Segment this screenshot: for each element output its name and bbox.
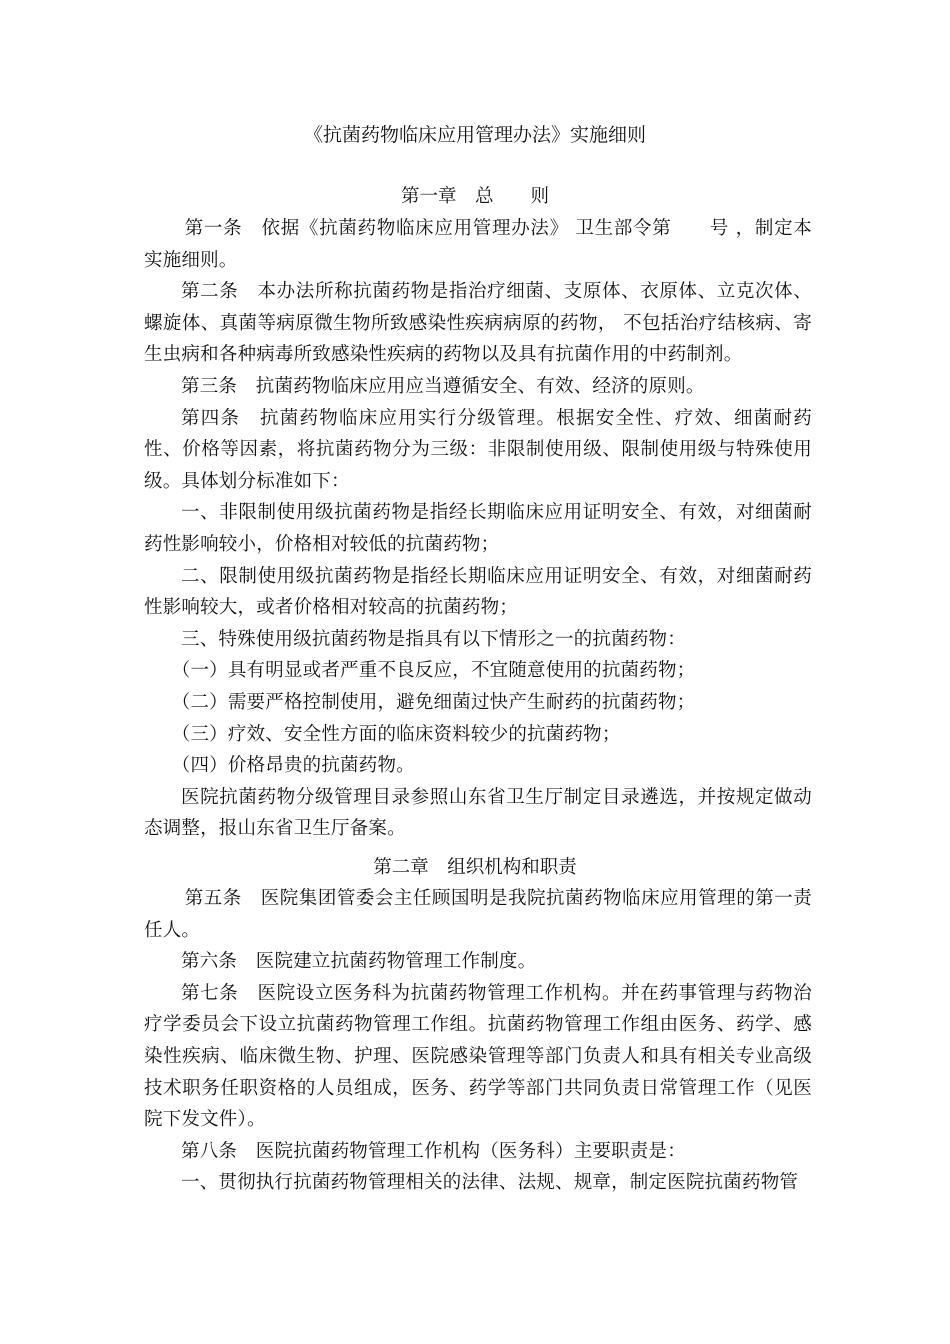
- paragraph: 第三条 抗菌药物临床应用应当遵循安全、有效、经济的原则。: [181, 375, 705, 397]
- paragraph: 二、限制使用级抗菌药物是指经长期临床应用证明安全、有效，对细菌耐药性影响较大，或者价格相对较高的抗菌药物；: [144, 565, 812, 619]
- paragraph: 一、贯彻执行抗菌药物管理相关的法律、法规、规章，制定医院抗菌药物管: [181, 1172, 799, 1194]
- list-item: （一）具有明显或者严重不良反应，不宜随意使用的抗菌药物；: [171, 660, 696, 682]
- chapter-heading: 第一章 总 则: [400, 186, 549, 207]
- chapter-heading: 第二章 组织机构和职责: [373, 857, 577, 878]
- document-title: 《抗菌药物临床应用管理办法》实施细则: [303, 124, 646, 146]
- list-item: （四）价格昂贵的抗菌药物。: [171, 755, 415, 777]
- paragraph: 医院抗菌药物分级管理目录参照山东省卫生厅制定目录遴选，并按规定做动态调整，报山东省卫生厅备案。: [144, 786, 812, 840]
- paragraph: 第五条 医院集团管委会主任顾国明是我院抗菌药物临床应用管理的第一责任人。: [144, 888, 812, 941]
- paragraph: 第一条 依据《抗菌药物临床应用管理办法》 卫生部令第 号 ，制定本实施细则。: [144, 218, 812, 271]
- paragraph: 第六条 医院建立抗菌药物管理工作制度。: [181, 951, 537, 973]
- paragraph: 第八条 医院抗菌药物管理工作机构（医务科）主要职责是：: [181, 1140, 686, 1162]
- paragraph: 第二条 本办法所称抗菌药物是指治疗细菌、支原体、衣原体、立克次体、螺旋体、真菌等病原微生物所致感染性疾病病原的药物， 不包括治疗结核病、寄生虫病和各种病毒所致感染性疾病的药物以及具有抗菌作用的中药制剂。: [144, 281, 812, 366]
- list-item: （三）疗效、安全性方面的临床资料较少的抗菌药物；: [171, 723, 621, 745]
- paragraph: 一、非限制使用级抗菌药物是指经长期临床应用证明安全、有效，对细菌耐药性影响较小，价格相对较低的抗菌药物；: [144, 502, 812, 555]
- paragraph: 三、特殊使用级抗菌药物是指具有以下情形之一的抗菌药物：: [181, 628, 686, 650]
- chapter-body: [144, 883, 812, 1199]
- list-item: （二）需要严格控制使用，避免细菌过快产生耐药的抗菌药物；: [171, 691, 696, 713]
- paragraph: 第七条 医院设立医务科为抗菌药物管理工作机构。并在药事管理与药物治疗学委员会下设立抗菌药物管理工作组。抗菌药物管理工作组由医务、药学、感染性疾病、临床微生物、护理、医院感染管理等部门负责人和具有相关专业高级技术职务任职资格的人员组成，医务、药学等部门共同负责日常管理工作（见医院下发文件）。: [144, 982, 812, 1131]
- chapter-body: [144, 213, 812, 845]
- paragraph: 第四条 抗菌药物临床应用实行分级管理。根据安全性、疗效、细菌耐药性、价格等因素，将抗菌药物分为三级：非限制使用级、限制使用级与特殊使用级。具体划分标准如下：: [144, 407, 812, 492]
